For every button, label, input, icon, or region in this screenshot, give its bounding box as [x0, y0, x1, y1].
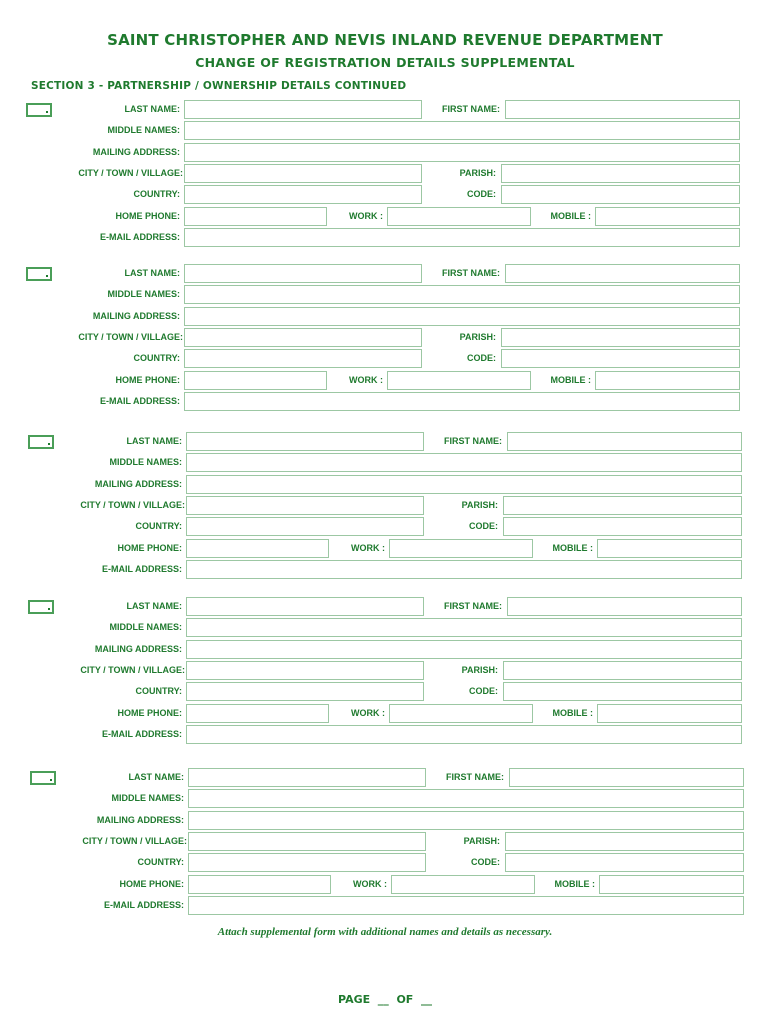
city-field[interactable] [186, 661, 424, 680]
code-label: CODE: [467, 189, 496, 199]
parish-field[interactable] [505, 832, 744, 851]
first-name-field[interactable] [509, 768, 744, 787]
work-label: WORK : [351, 543, 385, 553]
email-label: E-MAIL ADDRESS: [99, 232, 180, 242]
code-field[interactable] [503, 682, 742, 701]
code-field[interactable] [501, 185, 740, 204]
middle-names-label: MIDDLE NAMES: [109, 457, 182, 467]
middle-names-label: MIDDLE NAMES: [109, 622, 182, 632]
city-field[interactable] [184, 164, 422, 183]
code-field[interactable] [503, 517, 742, 536]
email-field[interactable] [188, 896, 744, 915]
city-label: CITY / TOWN / VILLAGE: [80, 665, 185, 675]
email-label: E-MAIL ADDRESS: [101, 729, 182, 739]
first-name-label: FIRST NAME: [442, 268, 500, 278]
first-name-field[interactable] [507, 432, 742, 451]
email-label: E-MAIL ADDRESS: [99, 396, 180, 406]
city-label: CITY / TOWN / VILLAGE: [80, 500, 185, 510]
code-label: CODE: [467, 353, 496, 363]
partner-number-box[interactable] [26, 267, 52, 281]
last-name-label: LAST NAME: [124, 104, 180, 114]
code-field[interactable] [505, 853, 744, 872]
last-name-field[interactable] [184, 264, 422, 283]
partner-number-box[interactable] [26, 103, 52, 117]
email-field[interactable] [186, 560, 742, 579]
middle-names-field[interactable] [188, 789, 744, 808]
mobile-label: MOBILE : [552, 708, 593, 718]
parish-label: PARISH: [459, 332, 496, 342]
email-field[interactable] [186, 725, 742, 744]
middle-names-field[interactable] [186, 618, 742, 637]
mobile-field[interactable] [599, 875, 744, 894]
mailing-address-label: MAILING ADDRESS: [96, 815, 184, 825]
mobile-field[interactable] [597, 539, 742, 558]
work-field[interactable] [391, 875, 535, 894]
mailing-address-label: MAILING ADDRESS: [94, 644, 182, 654]
work-label: WORK : [349, 375, 383, 385]
home-phone-label: HOME PHONE: [117, 543, 182, 553]
code-label: CODE: [469, 686, 498, 696]
last-name-label: LAST NAME: [126, 601, 182, 611]
city-field[interactable] [188, 832, 426, 851]
parish-field[interactable] [503, 496, 742, 515]
email-label: E-MAIL ADDRESS: [103, 900, 184, 910]
partner-block [0, 100, 770, 250]
country-field[interactable] [184, 349, 422, 368]
partner-block [2, 597, 770, 747]
mobile-label: MOBILE : [552, 543, 593, 553]
mailing-address-label: MAILING ADDRESS: [92, 311, 180, 321]
country-label: COUNTRY: [135, 686, 182, 696]
mailing-address-label: MAILING ADDRESS: [94, 479, 182, 489]
city-field[interactable] [186, 496, 424, 515]
attach-note: Attach supplemental form with additional names and details as necessary. [217, 926, 553, 938]
section-heading: SECTION 3 - PARTNERSHIP / OWNERSHIP DETAILS CONTINUED [31, 80, 407, 92]
home-phone-label: HOME PHONE: [117, 708, 182, 718]
work-label: WORK : [353, 879, 387, 889]
parish-field[interactable] [503, 661, 742, 680]
parish-label: PARISH: [461, 500, 498, 510]
middle-names-field[interactable] [184, 121, 740, 140]
middle-names-label: MIDDLE NAMES: [111, 793, 184, 803]
mobile-label: MOBILE : [550, 375, 591, 385]
code-field[interactable] [501, 349, 740, 368]
first-name-label: FIRST NAME: [444, 436, 502, 446]
country-field[interactable] [188, 853, 426, 872]
form-title: CHANGE OF REGISTRATION DETAILS SUPPLEMENTAL [195, 55, 575, 70]
home-phone-label: HOME PHONE: [115, 375, 180, 385]
last-name-field[interactable] [186, 432, 424, 451]
city-label: CITY / TOWN / VILLAGE: [82, 836, 187, 846]
middle-names-label: MIDDLE NAMES: [107, 289, 180, 299]
first-name-field[interactable] [505, 100, 740, 119]
mailing-address-field[interactable] [186, 640, 742, 659]
email-field[interactable] [184, 392, 740, 411]
first-name-label: FIRST NAME: [442, 104, 500, 114]
parish-field[interactable] [501, 164, 740, 183]
country-label: COUNTRY: [133, 353, 180, 363]
middle-names-field[interactable] [184, 285, 740, 304]
parish-label: PARISH: [459, 168, 496, 178]
first-name-field[interactable] [505, 264, 740, 283]
mailing-address-field[interactable] [188, 811, 744, 830]
mailing-address-field[interactable] [184, 307, 740, 326]
partner-block [2, 432, 770, 582]
mailing-address-field[interactable] [184, 143, 740, 162]
last-name-label: LAST NAME: [126, 436, 182, 446]
city-field[interactable] [184, 328, 422, 347]
partner-block [4, 768, 770, 918]
mobile-label: MOBILE : [550, 211, 591, 221]
home-phone-label: HOME PHONE: [115, 211, 180, 221]
country-field[interactable] [184, 185, 422, 204]
mailing-address-field[interactable] [186, 475, 742, 494]
parish-field[interactable] [501, 328, 740, 347]
last-name-label: LAST NAME: [128, 772, 184, 782]
middle-names-field[interactable] [186, 453, 742, 472]
mailing-address-label: MAILING ADDRESS: [92, 147, 180, 157]
first-name-label: FIRST NAME: [446, 772, 504, 782]
partner-number-box[interactable] [28, 600, 54, 614]
parish-label: PARISH: [461, 665, 498, 675]
parish-label: PARISH: [463, 836, 500, 846]
work-field[interactable] [387, 207, 531, 226]
partner-number-box[interactable] [28, 435, 54, 449]
last-name-field[interactable] [186, 597, 424, 616]
mobile-label: MOBILE : [554, 879, 595, 889]
home-phone-field[interactable] [186, 539, 329, 558]
country-field[interactable] [186, 517, 424, 536]
department-title: SAINT CHRISTOPHER AND NEVIS INLAND REVENUE DEPARTMENT [107, 31, 663, 49]
work-label: WORK : [351, 708, 385, 718]
country-field[interactable] [186, 682, 424, 701]
email-label: E-MAIL ADDRESS: [101, 564, 182, 574]
mobile-field[interactable] [597, 704, 742, 723]
city-label: CITY / TOWN / VILLAGE: [78, 332, 183, 342]
page-number: PAGE __ OF __ [338, 993, 432, 1006]
last-name-field[interactable] [188, 768, 426, 787]
home-phone-field[interactable] [184, 207, 327, 226]
email-field[interactable] [184, 228, 740, 247]
last-name-label: LAST NAME: [124, 268, 180, 278]
code-label: CODE: [471, 857, 500, 867]
code-label: CODE: [469, 521, 498, 531]
mobile-field[interactable] [595, 207, 740, 226]
work-label: WORK : [349, 211, 383, 221]
home-phone-label: HOME PHONE: [119, 879, 184, 889]
home-phone-field[interactable] [184, 371, 327, 390]
last-name-field[interactable] [184, 100, 422, 119]
first-name-field[interactable] [507, 597, 742, 616]
partner-number-box[interactable] [30, 771, 56, 785]
mobile-field[interactable] [595, 371, 740, 390]
country-label: COUNTRY: [137, 857, 184, 867]
middle-names-label: MIDDLE NAMES: [107, 125, 180, 135]
work-field[interactable] [389, 539, 533, 558]
work-field[interactable] [387, 371, 531, 390]
city-label: CITY / TOWN / VILLAGE: [78, 168, 183, 178]
home-phone-field[interactable] [186, 704, 329, 723]
partner-block [0, 264, 770, 414]
country-label: COUNTRY: [133, 189, 180, 199]
first-name-label: FIRST NAME: [444, 601, 502, 611]
home-phone-field[interactable] [188, 875, 331, 894]
work-field[interactable] [389, 704, 533, 723]
country-label: COUNTRY: [135, 521, 182, 531]
